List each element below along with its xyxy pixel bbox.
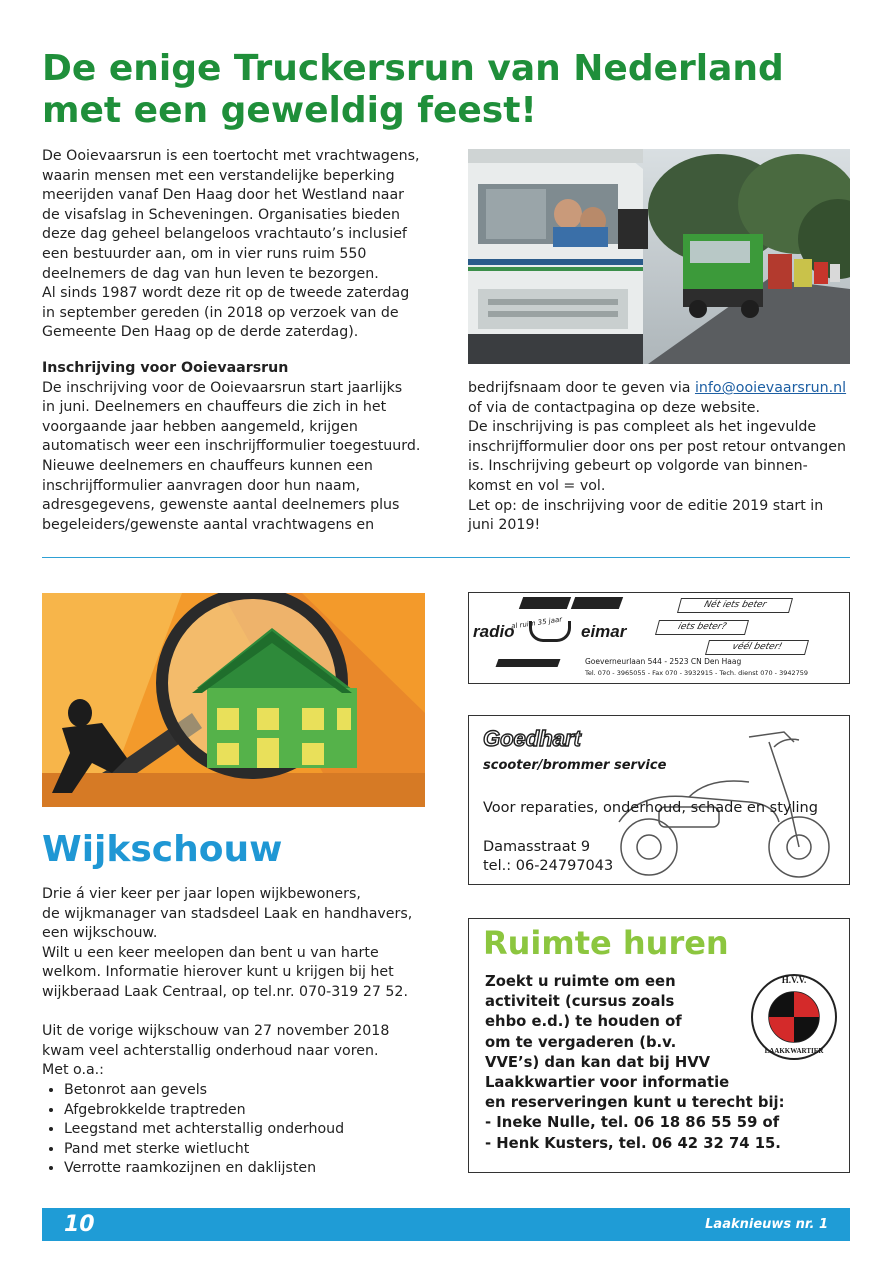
- body-line: De inschrijving is pas compleet als het ingevulde: [468, 419, 817, 436]
- body-line: kwam veel achterstallig onderhoud naar voren.: [42, 1042, 379, 1059]
- logo-bar: [571, 597, 623, 609]
- goedhart-ad: [468, 715, 850, 885]
- intro-line: Al sinds 1987 wordt deze rit op de tweede zaterdag: [42, 285, 410, 302]
- body-line: juni 2019!: [468, 517, 541, 534]
- intro-line: de visafslag in Scheveningen. Organisaties bieden: [42, 206, 400, 223]
- body-line: inschrijfformulier aanvragen door hun naam,: [42, 477, 361, 494]
- years-badge: al ruim 35 jaar: [510, 615, 563, 631]
- list-item: • Afgebrokkelde traptreden: [64, 1101, 442, 1121]
- intro-line: deze dag geheel belangeloos vrachtauto’s inclusief: [42, 226, 407, 243]
- ruimte-line: Zoekt u ruimte om een: [485, 973, 676, 990]
- body-line: wijkberaad Laak Centraal, op tel.nr. 070-319 27 52.: [42, 983, 408, 1000]
- ruimte-line: - Ineke Nulle, tel. 06 18 86 55 59 of: [485, 1114, 780, 1132]
- wijkschouw-title: Wijkschouw: [42, 829, 283, 870]
- body-line: is. Inschrijving gebeurt op volgorde van binnen-: [468, 458, 808, 475]
- body-line: Let op: de inschrijving voor de editie 2019 start in: [468, 497, 824, 514]
- body-line: welkom. Informatie hierover kunt u krijgen bij het: [42, 964, 394, 981]
- goedhart-phone: tel.: 06-24797043: [483, 858, 614, 874]
- body-text: bedrijfsnaam door te geven via: [468, 380, 695, 396]
- body-line: een wijkschouw.: [42, 925, 158, 942]
- page-number: 10: [64, 1212, 95, 1237]
- intro-line: De Ooievaarsrun is een toertocht met vrachtwagens,: [42, 148, 420, 164]
- body-line: begeleiders/gewenste aantal vrachtwagens en: [42, 516, 375, 533]
- body-line: of via de contactpagina op deze website.: [468, 399, 760, 416]
- intro-line: waarin mensen met een verstandelijke beperking: [42, 167, 395, 184]
- slogan: iets beter?: [655, 620, 749, 635]
- ruimte-line: VVE’s) dan kan dat bij HVV: [485, 1053, 711, 1071]
- ruimte-line: ehbo e.d.) te houden of: [485, 1013, 682, 1031]
- issue-list: [42, 1081, 442, 1179]
- ruimte-body: [485, 972, 841, 1154]
- ruimte-title: Ruimte huren: [483, 924, 729, 962]
- slogan: Nét iets beter: [677, 598, 793, 613]
- body-line: [468, 379, 858, 399]
- body-line: automatisch weer een inschrijfformulier toegestuurd.: [42, 438, 421, 455]
- slogan: véél beter!: [705, 640, 809, 655]
- hvv-logo-bottom: LAAKKWARTIER: [764, 1047, 824, 1055]
- radio-phones: Tel. 070 - 3965055 - Fax 070 - 3932915 - Tech. dienst 070 - 3942759: [585, 669, 809, 677]
- hvv-logo-top: H.V.V.: [781, 975, 807, 985]
- radio-address: Goeverneurlaan 544 - 2523 CN Den Haag: [585, 657, 742, 666]
- list-item: • Pand met sterke wietlucht: [64, 1140, 442, 1160]
- list-item: • Leegstand met achterstallig onderhoud: [64, 1120, 442, 1140]
- list-item: • Verrotte raamkozijnen en daklijsten: [64, 1159, 442, 1179]
- ruimte-line: en reserveringen kunt u terecht bij:: [485, 1094, 785, 1112]
- body-line: voorgaande jaar hebben aangemeld, krijgen: [42, 418, 358, 435]
- section-divider: [42, 557, 850, 558]
- section-subheading: Inschrijving voor Ooievaarsrun: [42, 360, 289, 376]
- intro-line: deelnemers de dag van hun leven te bezorgen.: [42, 265, 379, 282]
- logo-bar: [496, 659, 561, 667]
- body-line: De inschrijving voor de Ooievaarsrun start jaarlijks: [42, 379, 403, 396]
- ruimte-line: - Henk Kusters, tel. 06 42 32 74 15.: [485, 1134, 781, 1152]
- body-line: de wijkmanager van stadsdeel Laak en handhavers,: [42, 905, 413, 922]
- radio-weimar-ad: [468, 592, 850, 684]
- intro-line: in september gereden (in 2018 op verzoek van de: [42, 304, 399, 321]
- ruimte-huren-ad: [468, 918, 850, 1173]
- page-footer: [42, 1208, 850, 1241]
- house-illustration: [42, 593, 425, 807]
- ruimte-line: activiteit (cursus zoals: [485, 993, 675, 1011]
- body-line: adresgegevens, gewenste aantal deelnemers plus: [42, 497, 400, 514]
- body-line: komst en vol = vol.: [468, 477, 606, 494]
- body-line: inschrijfformulier door ons per post retour ontvangen: [468, 438, 847, 455]
- wijkschouw-body: [42, 885, 442, 1179]
- body-line: Nieuwe deelnemers en chauffeurs kunnen een: [42, 457, 373, 474]
- goedhart-subtitle: scooter/brommer service: [483, 758, 667, 773]
- intro-line: Gemeente Den Haag op de derde zaterdag).: [42, 324, 359, 341]
- goedhart-street: Damasstraat 9: [483, 839, 591, 855]
- radio-brand-left: radio: [473, 622, 515, 641]
- ruimte-line: om te vergaderen (b.v.: [485, 1033, 677, 1051]
- article-right-column: [468, 379, 858, 536]
- radio-brand-right: eimar: [581, 622, 627, 641]
- goedhart-name: Goedhart: [483, 726, 581, 751]
- article-title: De enige Truckersrun van Nederland met een geweldig feest!: [42, 48, 784, 131]
- body-line: Uit de vorige wijkschouw van 27 november 2018: [42, 1023, 390, 1040]
- article-left-column: [42, 359, 442, 535]
- ruimte-line: Laakkwartier voor informatie: [485, 1074, 730, 1092]
- magazine-name: Laaknieuws nr. 1: [705, 1217, 828, 1232]
- intro-line: meerijden vanaf Den Haag door het Westland naar: [42, 187, 404, 204]
- list-item: • Betonrot aan gevels: [64, 1081, 442, 1101]
- logo-bar: [519, 597, 571, 609]
- body-line: Drie á vier keer per jaar lopen wijkbewoners,: [42, 886, 361, 902]
- body-line: in juni. Deelnemers en chauffeurs die zich in het: [42, 399, 387, 416]
- email-link[interactable]: info@ooievaarsrun.nl: [694, 380, 847, 396]
- body-line: Met o.a.:: [42, 1062, 104, 1079]
- truck-photo: [468, 149, 850, 364]
- goedhart-services: Voor reparaties, onderhoud, schade en styling: [483, 800, 818, 816]
- body-line: Wilt u een keer meelopen dan bent u van harte: [42, 944, 379, 961]
- intro-line: een bestuurder aan, om in vier runs ruim 550: [42, 245, 367, 262]
- article-intro: [42, 147, 442, 343]
